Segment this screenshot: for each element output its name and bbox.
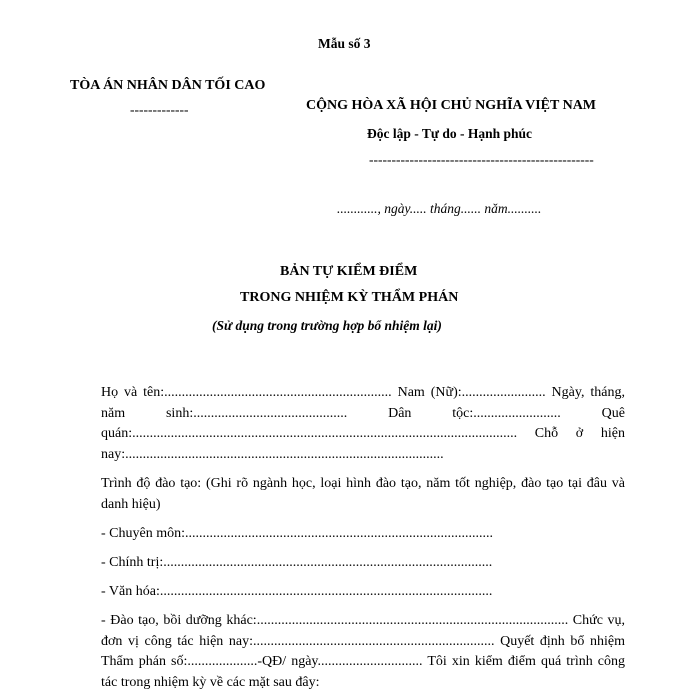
agency-divider: ------------- [130, 102, 189, 117]
national-motto: Độc lập - Tự do - Hạnh phúc [367, 126, 533, 141]
other-training-paragraph: - Đào tạo, bồi dưỡng khác:......................................................................................... Chức vụ, đơn vị công tác hiện nay:..................................................................... Quyết định bổ nhiệm Thẩm phán số:....................-QĐ/ ngày.............................. Tôi xin kiểm điểm quá trình công tác trong nhiệm kỳ về các mặt sau đây: [101, 613, 625, 690]
form-number: Mẫu số 3 [318, 36, 371, 51]
date-line: ............, ngày..... tháng...... năm.......... [337, 201, 542, 216]
politics-line: - Chính trị:.............................................................................................. [101, 555, 493, 570]
agency-name: TÒA ÁN NHÂN DÂN TỐI CAO [70, 78, 266, 93]
training-intro-paragraph: Trình độ đào tạo: (Ghi rõ ngành học, loại hình đào tạo, năm tốt nghiệp, đào tạo tại đâu và danh hiệu) [101, 476, 625, 512]
specialty-line: - Chuyên môn:........................................................................................ [101, 526, 493, 541]
personal-info-paragraph: Họ và tên:................................................................. Nam (Nữ):........................ Ngày, tháng, năm sinh:............................................ Dân tộc:......................... Quê quán:.............................................................................................................. Chỗ ở hiện nay:........................................................................................... [101, 385, 625, 462]
education-line: - Văn hóa:............................................................................................... [101, 584, 493, 599]
national-title: CỘNG HÒA XÃ HỘI CHỦ NGHĨA VIỆT NAM [306, 98, 597, 113]
doc-title-line2: TRONG NHIỆM KỲ THẨM PHÁN [240, 290, 459, 305]
national-divider: -------------------------------------------------- [369, 152, 594, 167]
doc-title-line1: BẢN TỰ KIỂM ĐIỂM [280, 264, 418, 279]
doc-subtitle: (Sử dụng trong trường hợp bổ nhiệm lại) [212, 318, 442, 333]
